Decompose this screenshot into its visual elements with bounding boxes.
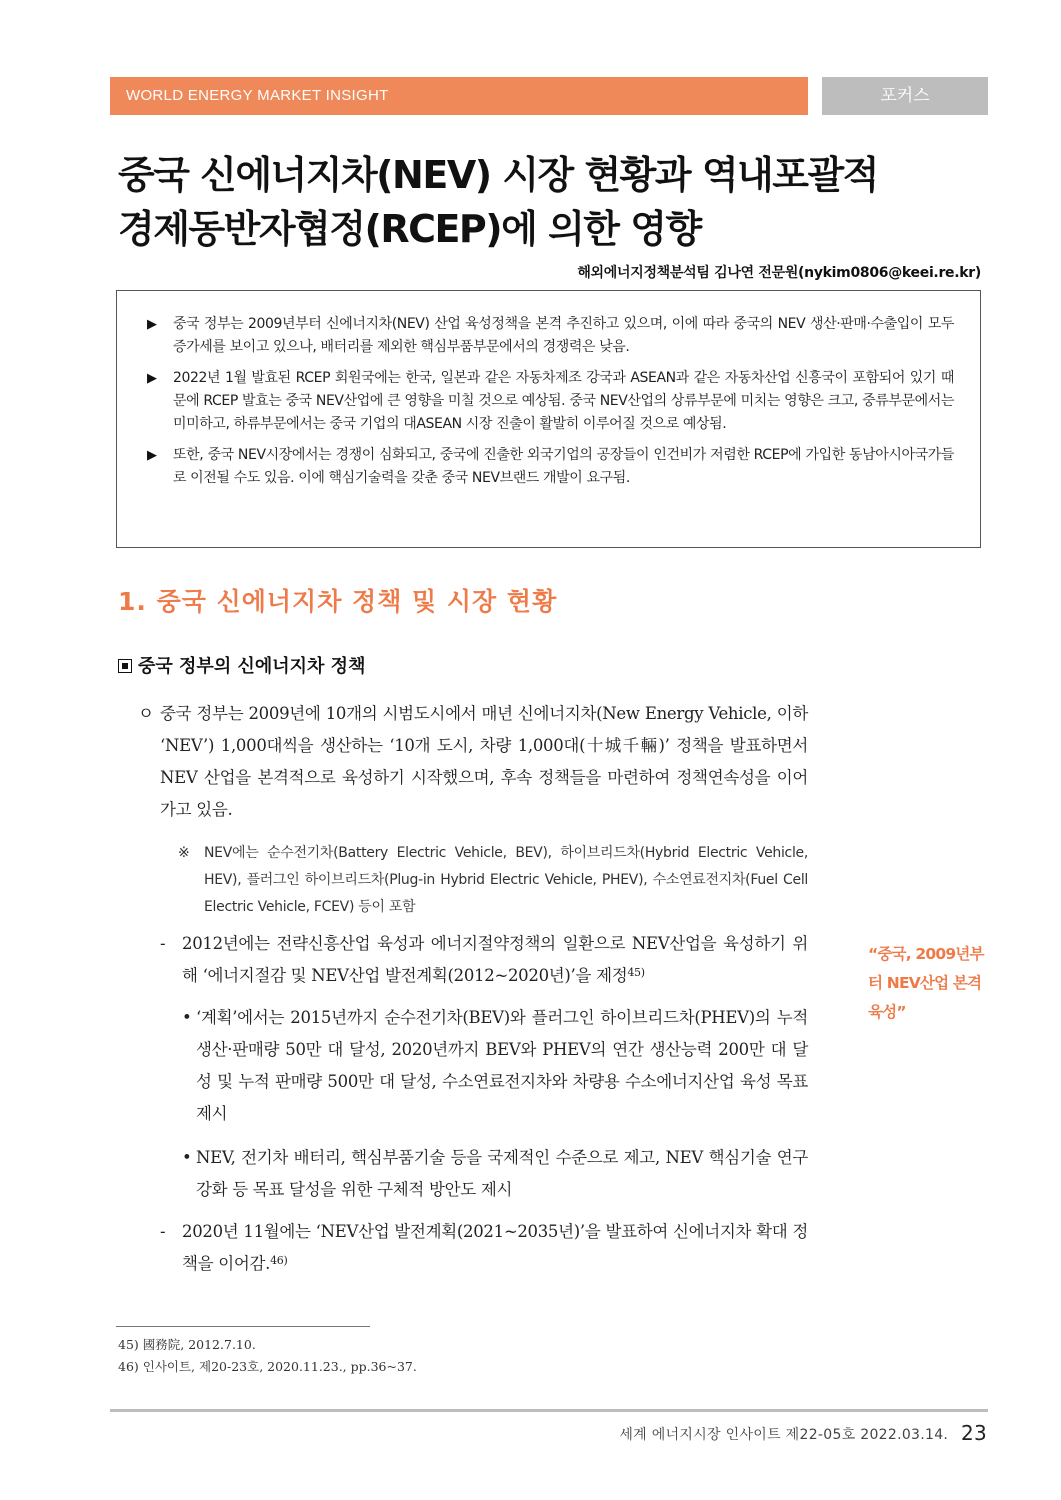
footnote-ref-46[interactable]: 46) xyxy=(270,1254,288,1267)
plan-2020-text: 2020년 11월에는 ‘NEV산업 발전계획(2021~2035년)’을 발표하여 신에너지차 확대 정책을 이어감. xyxy=(182,1222,808,1273)
title-line-2: 경제동반자협정(RCEP)에 의한 영향 xyxy=(118,207,701,251)
publication-header: WORLD ENERGY MARKET INSIGHT xyxy=(110,77,808,115)
triangle-right-icon: ▶ xyxy=(147,448,157,463)
page-footer xyxy=(619,1420,987,1444)
policy-paragraph-text: 중국 정부는 2009년에 10개의 시범도시에서 매년 신에너지차(New Energy Vehicle, 이하 ‘NEV’) 1,000대씩을 생산하는 ‘10개 도시, 차량 1,000대(十城千輛)’ 정책을 발표하면서 NEV 산업을 본격적으로 육성하기 시작했으며, 후속 정책들을 마련하여 정책연속성을 이어가고 있음. xyxy=(160,704,808,819)
filled-square-icon xyxy=(118,659,132,673)
dot-bullet: • xyxy=(182,1008,192,1027)
triangle-right-icon: ▶ xyxy=(147,317,157,332)
summary-item-text: 중국 정부는 2009년부터 신에너지차(NEV) 산업 육성정책을 본격 추진하고 있으며, 이에 따라 중국의 NEV 생산·판매·수출입이 모두 증가세를 보이고 있으나, 배터리를 제외한 핵심부품부문에서의 경쟁력은 낮음. xyxy=(173,316,954,355)
policy-paragraph xyxy=(138,698,808,826)
page-number: 23 xyxy=(960,1421,987,1445)
summary-item xyxy=(143,313,954,359)
summary-item xyxy=(143,444,954,490)
section-title: 1. 중국 신에너지차 정책 및 시장 현황 xyxy=(118,587,558,616)
summary-item-text: 2022년 1월 발효된 RCEP 회원국에는 한국, 일본과 같은 자동차제조 강국과 ASEAN과 같은 자동차산업 신흥국이 포함되어 있기 때문에 RCEP 발효는 중국 NEV산업에 큰 영향을 미칠 것으로 예상됨. 중국 NEV산업의 상류부문에 미치는 영향은 크고, 중류부문에서는 미미하고, 하류부문에서는 중국 기업의 대ASEAN 시장 진출이 활발히 이루어질 것으로 예상됨. xyxy=(173,370,954,432)
plan-2020-item xyxy=(160,1216,808,1280)
summary-box xyxy=(116,290,981,548)
summary-item-text: 또한, 중국 NEV시장에서는 경쟁이 심화되고, 중국에 진출한 외국기업의 공장들이 인건비가 저렴한 RCEP에 가입한 동남아시아국가들로 이전될 수도 있음. 이에 핵심기술력을 갖춘 중국 NEV브랜드 개발이 요구됨. xyxy=(173,447,954,486)
summary-item xyxy=(143,367,954,436)
note-text: NEV에는 순수전기차(Battery Electric Vehicle, BEV), 하이브리드차(Hybrid Electric Vehicle, HEV), 플러그인 하이브리드차(Plug-in Hybrid Electric Vehicle, PHEV), 수소연료전지차(Fuel Cell Electric Vehicle, FCEV) 등이 포함 xyxy=(204,845,808,915)
footnotes xyxy=(118,1334,417,1378)
section-tag: 포커스 xyxy=(822,77,988,115)
footer-publication: 세계 에너지시장 인사이트 제22-05호 2022.03.14. xyxy=(619,1427,949,1443)
footnote-divider xyxy=(116,1326,370,1327)
pull-quote: “중국, 2009년부터 NEV산업 본격 육성” xyxy=(868,945,984,1021)
dot-bullet: • xyxy=(182,1148,192,1167)
triangle-right-icon: ▶ xyxy=(147,371,157,386)
author-byline: 해외에너지정책분석팀 김나연 전문원(nykim0806@keei.re.kr) xyxy=(577,265,981,281)
footnote-ref-45[interactable]: 45) xyxy=(627,966,645,979)
dash-bullet: - xyxy=(160,934,166,953)
article-title xyxy=(118,148,998,256)
nev-definition-note xyxy=(178,840,808,921)
plan-measures-text: NEV, 전기차 배터리, 핵심부품기술 등을 국제적인 수준으로 제고, NEV 핵심기술 연구 강화 등 목표 달성을 위한 구체적 방안도 제시 xyxy=(196,1148,808,1199)
reference-mark: ※ xyxy=(178,845,190,861)
plan-targets-text: ‘계획’에서는 2015년까지 순수전기차(BEV)와 플러그인 하이브리드차(PHEV)의 누적 생산·판매량 50만 대 달성, 2020년까지 BEV와 PHEV의 연간 생산능력 200만 대 달성 및 누적 판매량 500만 대 달성, 수소연료전지차와 차량용 수소에너지산업 육성 목표 제시 xyxy=(196,1008,808,1123)
subheading-text: 중국 정부의 신에너지차 정책 xyxy=(138,656,366,677)
subheading xyxy=(118,652,365,678)
title-line-1: 중국 신에너지차(NEV) 시장 현황과 역내포괄적 xyxy=(118,153,878,197)
plan-2012-item xyxy=(160,928,808,992)
dash-bullet: - xyxy=(160,1222,166,1241)
plan-measures-bullet xyxy=(180,1142,808,1206)
plan-targets-bullet xyxy=(180,1002,808,1130)
summary-list xyxy=(143,313,954,490)
footnote-46: 46) 인사이트, 제20-23호, 2020.11.23., pp.36~37. xyxy=(118,1359,417,1374)
footnote-45: 45) 國務院, 2012.7.10. xyxy=(118,1337,256,1352)
plan-2012-text: 2012년에는 전략신흥산업 육성과 에너지절약정책의 일환으로 NEV산업을 육성하기 위해 ‘에너지절감 및 NEV산업 발전계획(2012~2020년)’을 제정 xyxy=(182,934,808,985)
footer-divider xyxy=(110,1409,988,1412)
circle-bullet: ㅇ xyxy=(138,704,154,723)
